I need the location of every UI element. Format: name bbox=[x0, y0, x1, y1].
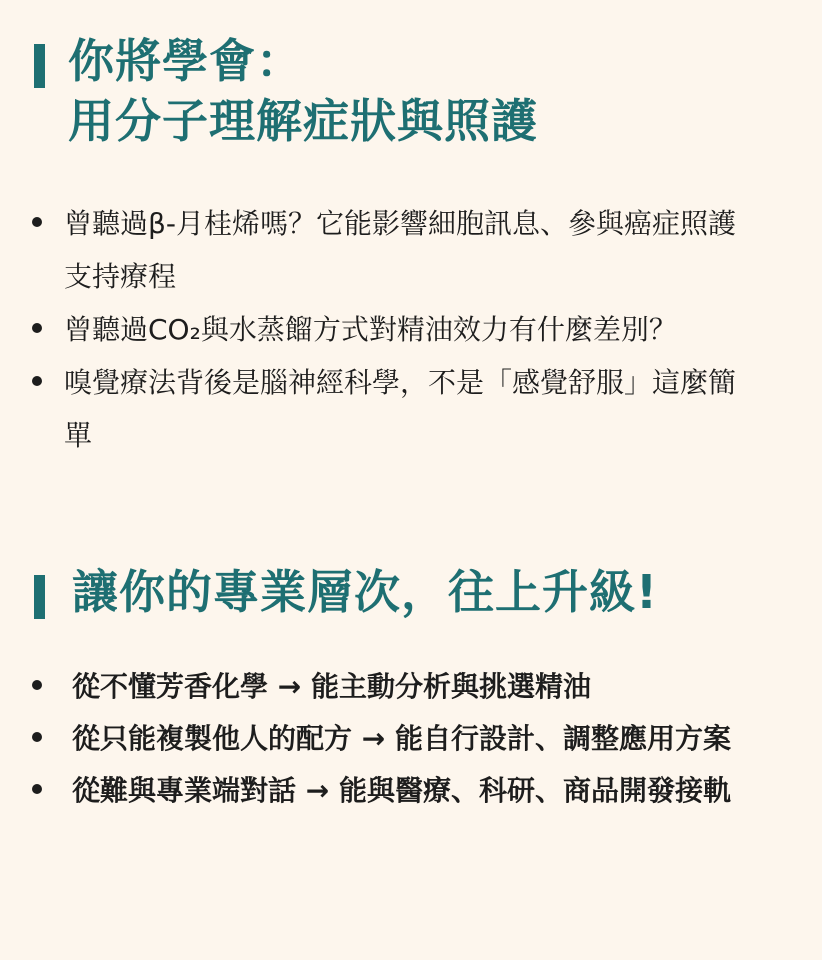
title-body bbox=[68, 36, 538, 148]
list-item-text: 曾聽過CO₂與水蒸餾方式對精油效力有什麼差別？ bbox=[64, 313, 677, 346]
title-line-1: 你將學會： bbox=[68, 34, 303, 88]
title-body bbox=[72, 567, 658, 619]
list-item-text: 嗅覺療法背後是腦神經科學，不是「感覺舒服」這麼簡單 bbox=[64, 366, 737, 452]
list-item bbox=[32, 303, 762, 356]
bullet-icon bbox=[32, 784, 42, 794]
list-item-text: 從只能複製他人的配方 → 能自行設計、調整應用方案 bbox=[72, 722, 731, 755]
list-item-text: 曾聽過β-月桂烯嗎？它能影響細胞訊息、參與癌症照護支持療程 bbox=[64, 207, 736, 293]
section-title-upgrade bbox=[34, 567, 658, 619]
learning-points-list bbox=[32, 197, 762, 462]
list-item bbox=[32, 197, 762, 303]
bullet-icon bbox=[32, 217, 42, 227]
upgrade-points-list bbox=[32, 662, 762, 816]
list-item bbox=[32, 356, 762, 462]
title-accent-bar bbox=[34, 575, 45, 619]
list-item bbox=[32, 766, 762, 816]
title-line-2: 用分子理解症狀與照護 bbox=[68, 93, 538, 148]
title-line: 讓你的專業層次，往上升級! bbox=[72, 565, 658, 619]
list-item bbox=[32, 662, 762, 712]
bullet-icon bbox=[32, 732, 42, 742]
bullet-icon bbox=[32, 323, 42, 333]
list-item-text: 從難與專業端對話 → 能與醫療、科研、商品開發接軌 bbox=[72, 774, 731, 807]
list-item bbox=[32, 714, 762, 764]
bullet-icon bbox=[32, 376, 42, 386]
section-title-learn bbox=[34, 36, 538, 148]
list-item-text: 從不懂芳香化學 → 能主動分析與挑選精油 bbox=[72, 670, 591, 703]
title-accent-bar bbox=[34, 44, 45, 88]
bullet-icon bbox=[32, 680, 42, 690]
